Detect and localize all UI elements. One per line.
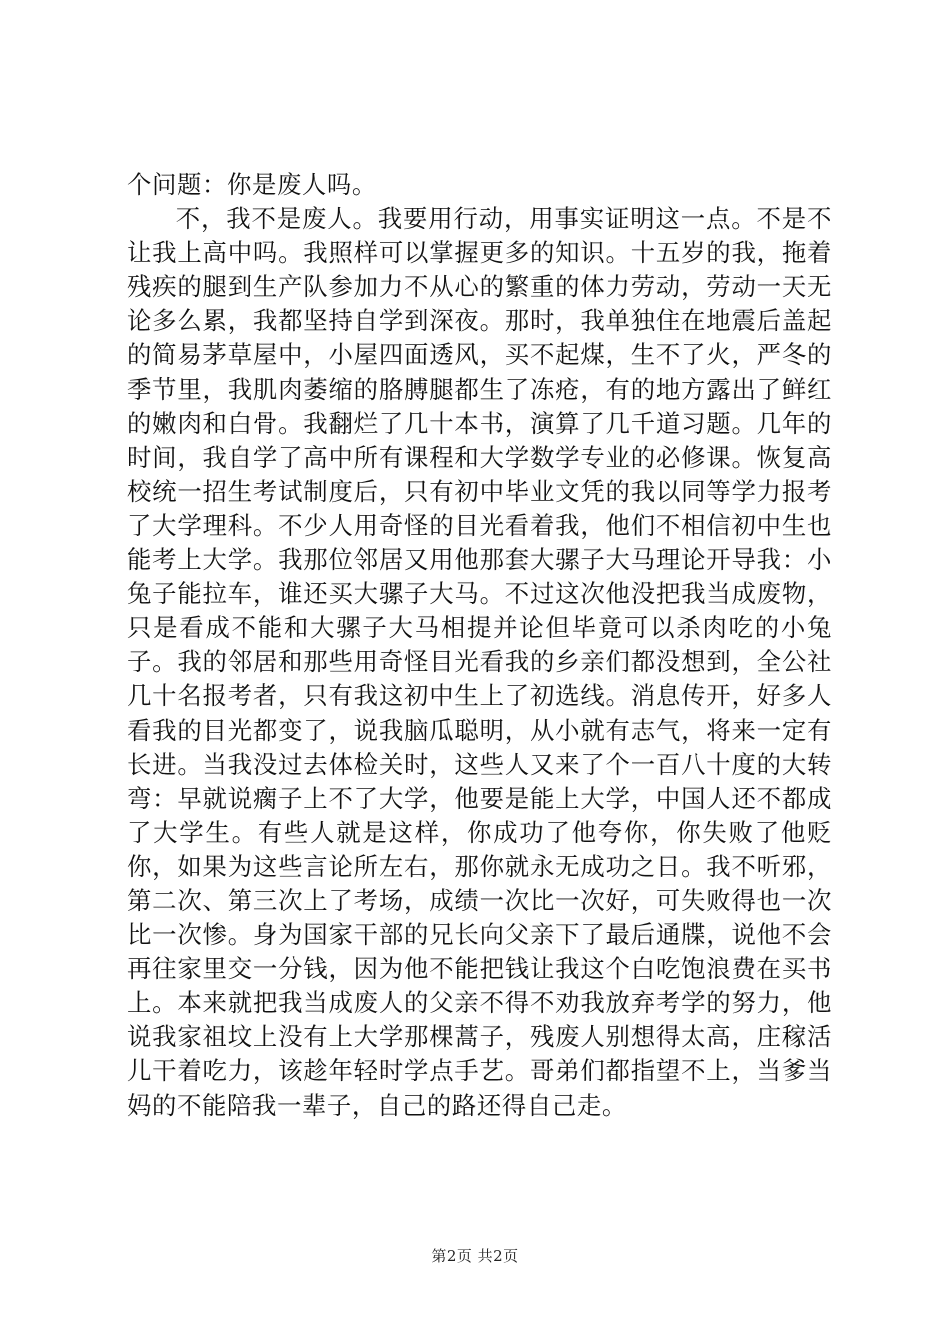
- paragraph-continuation: 个问题：你是废人吗。: [127, 170, 377, 199]
- document-body: [127, 168, 832, 1123]
- paragraph-main: 不，我不是废人。我要用行动，用事实证明这一点。不是不让我上高中吗。我照样可以掌握更多的知识。十五岁的我，拖着残疾的腿到生产队参加力不从心的繁重的体力劳动，劳动一天无论多么累，我都坚持自学到深夜。那时，我单独住在地震后盖起的简易茅草屋中，小屋四面透风，买不起煤，生不了火，严冬的季节里，我肌肉萎缩的胳膊腿都生了冻疮，有的地方露出了鲜红的嫩肉和白骨。我翻烂了几十本书，演算了几千道习题。几年的时间，我自学了高中所有课程和大学数学专业的必修课。恢复高校统一招生考试制度后，只有初中毕业文凭的我以同等学力报考了大学理科。不少人用奇怪的目光看着我，他们不相信初中生也能考上大学。我那位邻居又用他那套大骡子大马理论开导我：小兔子能拉车，谁还买大骡子大马。不过这次他没把我当成废物，只是看成不能和大骡子大马相提并论但毕竟可以杀肉吃的小兔子。我的邻居和那些用奇怪目光看我的乡亲们都没想到，全公社几十名报考者，只有我这初中生上了初选线。消息传开，好多人看我的目光都变了，说我脑瓜聪明，从小就有志气，将来一定有长进。当我没过去体检关时，这些人又来了个一百八十度的大转弯：早就说瘸子上不了大学，他要是能上大学，中国人还不都成了大学生。有些人就是这样，你成功了他夸你，你失败了他贬你，如果为这些言论所左右，那你就永无成功之日。我不听邪，第二次、第三次上了考场，成绩一次比一次好，可失败得也一次比一次惨。身为国家干部的兄长向父亲下了最后通牒，说他不会再往家里交一分钱，因为他不能把钱让我这个白吃饱浪费在买书上。本来就把我当成废人的父亲不得不劝我放弃考学的努力，他说我家祖坟上没有上大学那棵蒿子，残废人别想得太高，庄稼活儿干着吃力，该趁年轻时学点手艺。哥弟们都指望不上，当爹当妈的不能陪我一辈子，自己的路还得自己走。: [127, 204, 832, 1120]
- page-number-label: 第2页 共2页: [431, 1247, 519, 1265]
- page-footer: [0, 1246, 950, 1266]
